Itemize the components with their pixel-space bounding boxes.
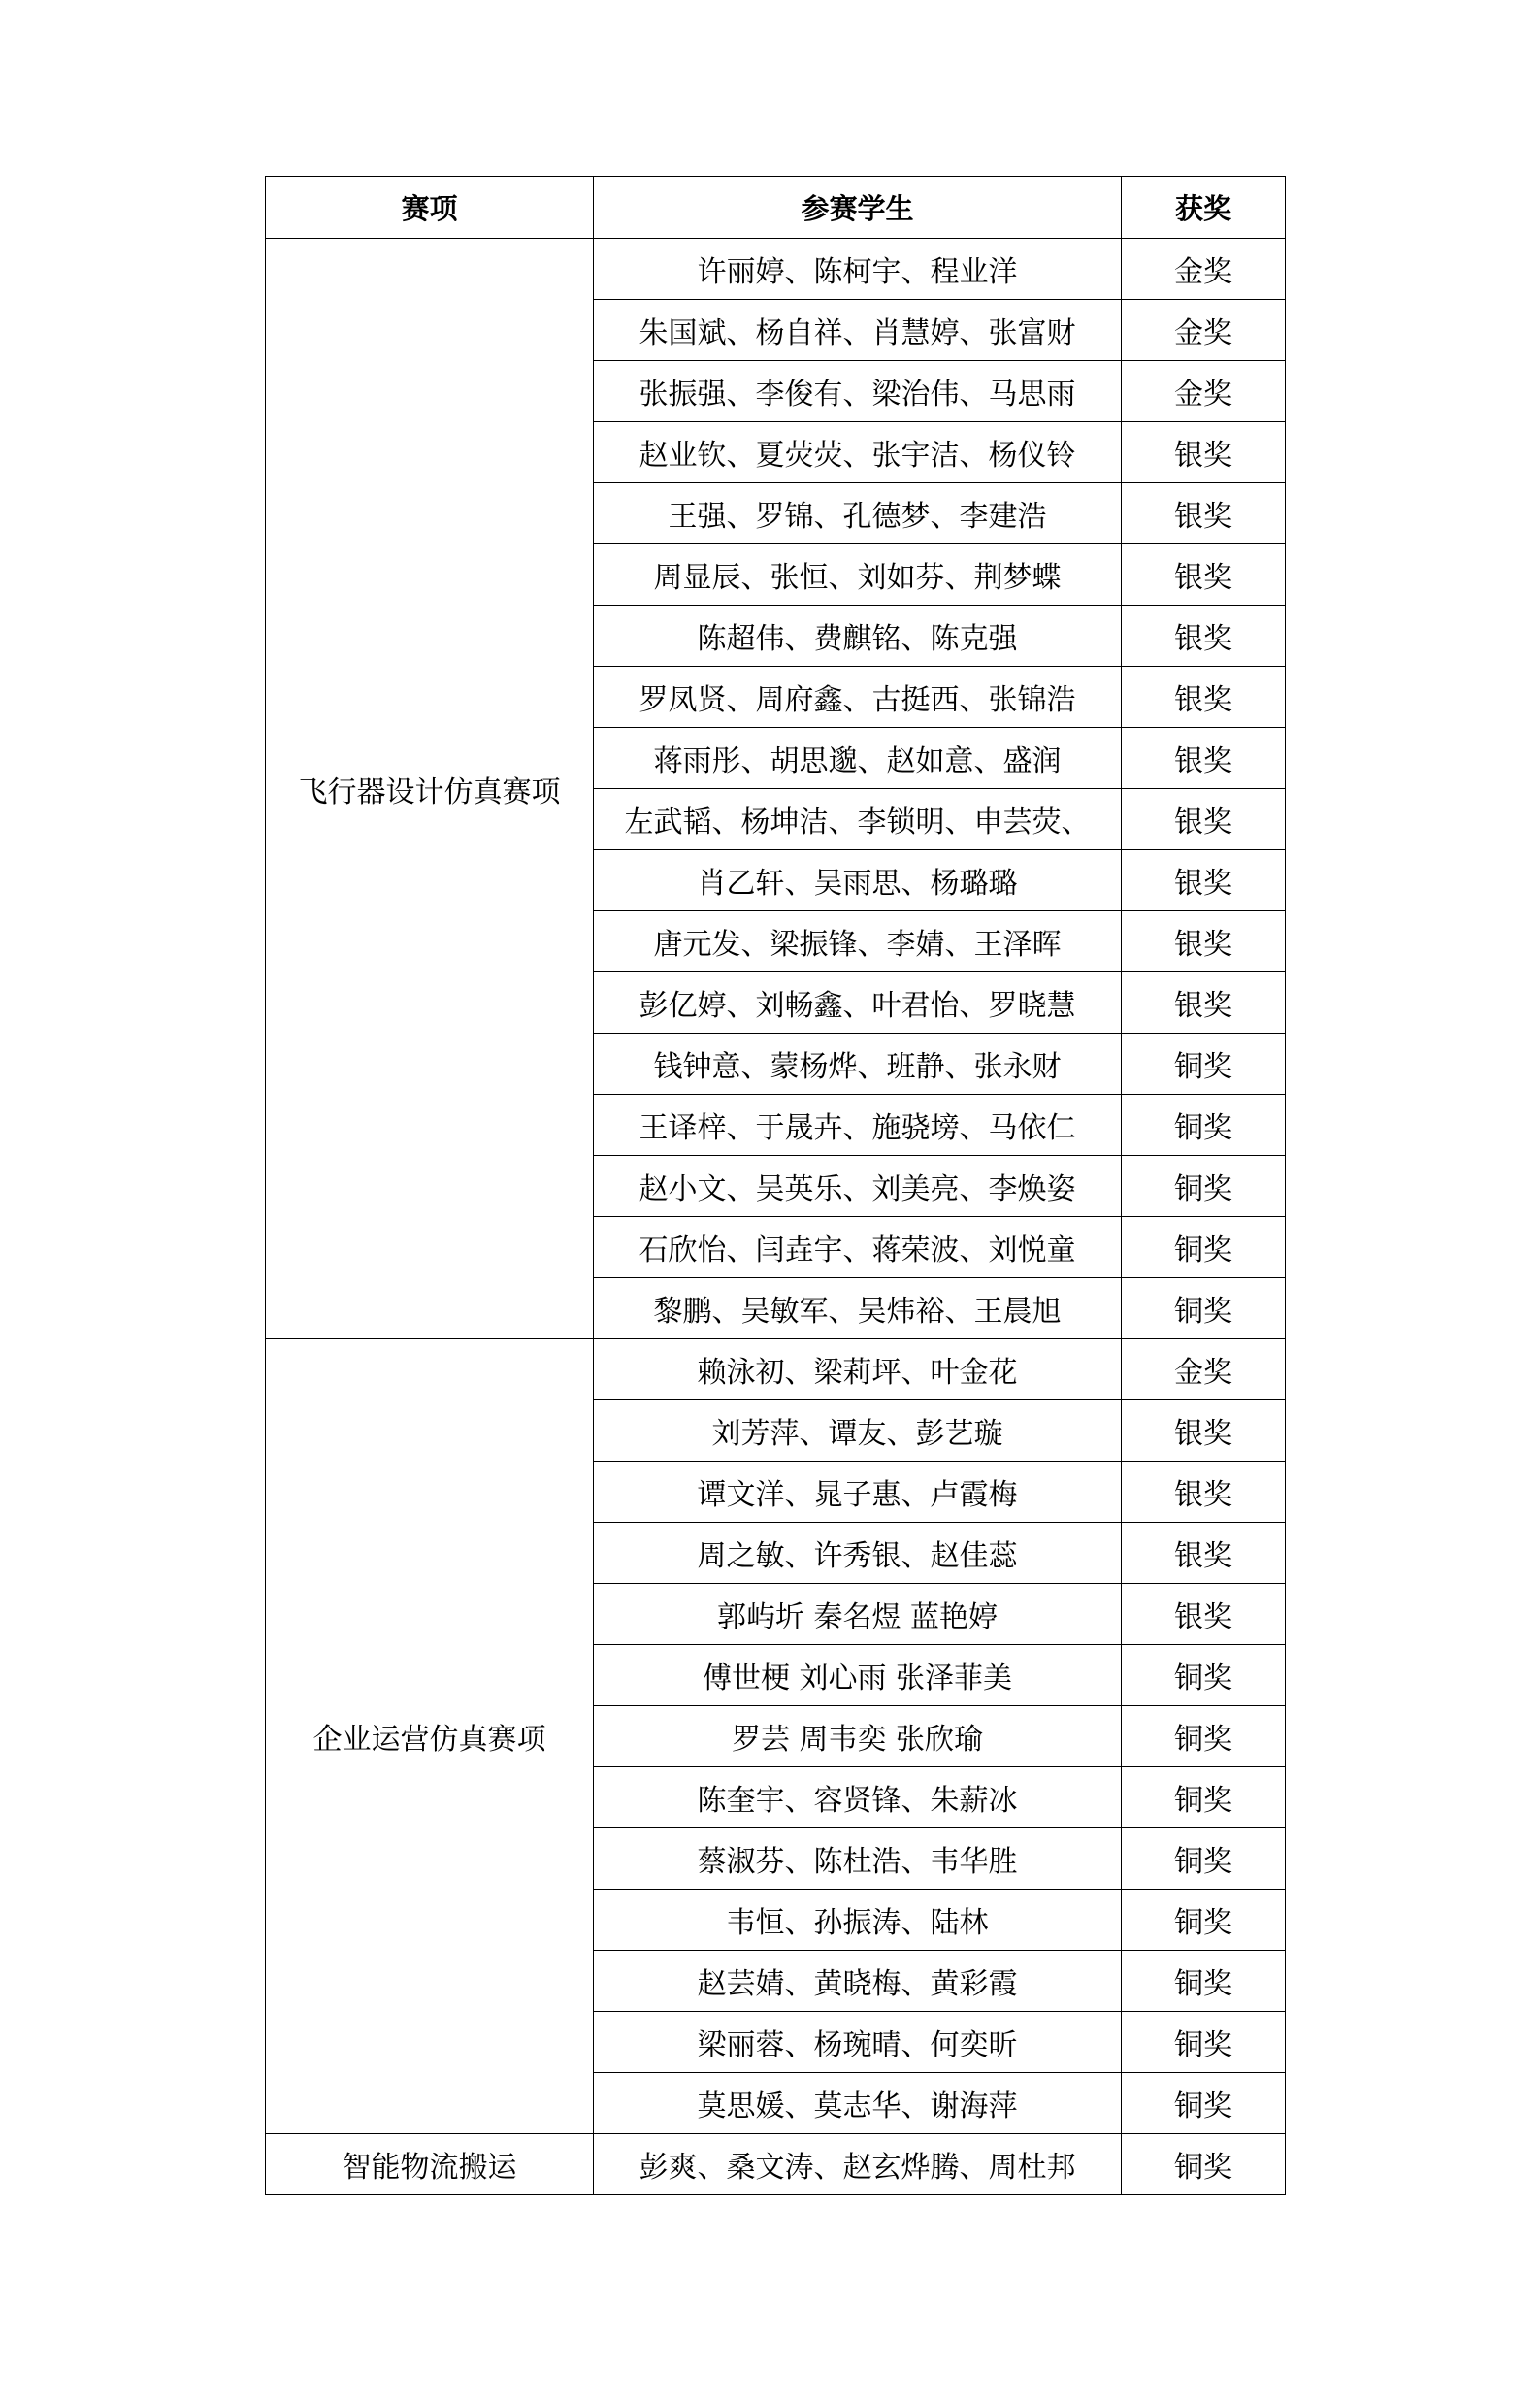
award-cell: 银奖 — [1122, 422, 1286, 483]
table-body — [266, 239, 1286, 2195]
award-cell: 银奖 — [1122, 1523, 1286, 1584]
students-cell: 朱国斌、杨自祥、肖慧婷、张富财 — [594, 300, 1122, 361]
students-cell: 罗凤贤、周府鑫、古挺西、张锦浩 — [594, 667, 1122, 728]
award-cell: 银奖 — [1122, 850, 1286, 911]
students-cell: 刘芳萍、谭友、彭艺璇 — [594, 1400, 1122, 1462]
header-award: 获奖 — [1122, 177, 1286, 239]
header-students: 参赛学生 — [594, 177, 1122, 239]
table-header — [266, 177, 1286, 239]
students-cell: 赵小文、吴英乐、刘美亮、李焕姿 — [594, 1156, 1122, 1217]
awards-table — [265, 176, 1286, 2195]
students-cell: 谭文洋、晁子惠、卢霞梅 — [594, 1462, 1122, 1523]
students-cell: 蔡淑芬、陈杜浩、韦华胜 — [594, 1828, 1122, 1890]
students-cell: 石欣怡、闫垚宇、蒋荣波、刘悦童 — [594, 1217, 1122, 1278]
award-cell: 铜奖 — [1122, 1217, 1286, 1278]
award-cell: 金奖 — [1122, 300, 1286, 361]
students-cell: 唐元发、梁振锋、李婧、王泽晖 — [594, 911, 1122, 972]
award-cell: 银奖 — [1122, 544, 1286, 606]
award-cell: 铜奖 — [1122, 2012, 1286, 2073]
award-cell: 铜奖 — [1122, 2073, 1286, 2134]
award-cell: 铜奖 — [1122, 1034, 1286, 1095]
students-cell: 赵业钦、夏荧荧、张宇洁、杨仪铃 — [594, 422, 1122, 483]
award-cell: 银奖 — [1122, 728, 1286, 789]
event-name-cell: 企业运营仿真赛项 — [266, 1339, 594, 2134]
award-cell: 铜奖 — [1122, 1278, 1286, 1339]
award-cell: 银奖 — [1122, 667, 1286, 728]
table-row — [266, 2134, 1286, 2195]
award-cell: 银奖 — [1122, 911, 1286, 972]
students-cell: 赵芸婧、黄晓梅、黄彩霞 — [594, 1951, 1122, 2012]
award-cell: 银奖 — [1122, 1584, 1286, 1645]
students-cell: 周显辰、张恒、刘如芬、荆梦蝶 — [594, 544, 1122, 606]
students-cell: 周之敏、许秀银、赵佳蕊 — [594, 1523, 1122, 1584]
students-cell: 王译梓、于晟卉、施骁塝、马依仁 — [594, 1095, 1122, 1156]
students-cell: 傅世梗 刘心雨 张泽菲美 — [594, 1645, 1122, 1706]
table-row — [266, 239, 1286, 300]
award-cell: 铜奖 — [1122, 1767, 1286, 1828]
students-cell: 梁丽蓉、杨琬晴、何奕昕 — [594, 2012, 1122, 2073]
award-cell: 金奖 — [1122, 239, 1286, 300]
award-cell: 铜奖 — [1122, 1828, 1286, 1890]
award-cell: 银奖 — [1122, 1462, 1286, 1523]
award-cell: 铜奖 — [1122, 2134, 1286, 2195]
award-cell: 金奖 — [1122, 361, 1286, 422]
students-cell: 左武韬、杨坤洁、李锁明、申芸荧、 — [594, 789, 1122, 850]
event-name-cell: 智能物流搬运 — [266, 2134, 594, 2195]
award-cell: 银奖 — [1122, 789, 1286, 850]
award-cell: 银奖 — [1122, 483, 1286, 544]
students-cell: 蒋雨彤、胡思邈、赵如意、盛润 — [594, 728, 1122, 789]
award-cell: 铜奖 — [1122, 1706, 1286, 1767]
students-cell: 肖乙轩、吴雨思、杨璐璐 — [594, 850, 1122, 911]
students-cell: 陈奎宇、容贤锋、朱薪冰 — [594, 1767, 1122, 1828]
students-cell: 钱钟意、蒙杨烨、班静、张永财 — [594, 1034, 1122, 1095]
header-row — [266, 177, 1286, 239]
header-event: 赛项 — [266, 177, 594, 239]
students-cell: 陈超伟、费麒铭、陈克强 — [594, 606, 1122, 667]
award-cell: 铜奖 — [1122, 1156, 1286, 1217]
students-cell: 许丽婷、陈柯宇、程业洋 — [594, 239, 1122, 300]
award-cell: 铜奖 — [1122, 1095, 1286, 1156]
award-cell: 银奖 — [1122, 1400, 1286, 1462]
students-cell: 罗芸 周韦奕 张欣瑜 — [594, 1706, 1122, 1767]
award-cell: 金奖 — [1122, 1339, 1286, 1400]
students-cell: 赖泳初、梁莉坪、叶金花 — [594, 1339, 1122, 1400]
event-name-cell: 飞行器设计仿真赛项 — [266, 239, 594, 1339]
students-cell: 黎鹏、吴敏军、吴炜裕、王晨旭 — [594, 1278, 1122, 1339]
award-cell: 铜奖 — [1122, 1645, 1286, 1706]
award-cell: 银奖 — [1122, 972, 1286, 1034]
table-row — [266, 1339, 1286, 1400]
students-cell: 王强、罗锦、孔德梦、李建浩 — [594, 483, 1122, 544]
award-cell: 银奖 — [1122, 606, 1286, 667]
students-cell: 韦恒、孙振涛、陆林 — [594, 1890, 1122, 1951]
students-cell: 郭屿圻 秦名煜 蓝艳婷 — [594, 1584, 1122, 1645]
award-cell: 铜奖 — [1122, 1951, 1286, 2012]
students-cell: 张振强、李俊有、梁治伟、马思雨 — [594, 361, 1122, 422]
students-cell: 彭亿婷、刘畅鑫、叶君怡、罗晓慧 — [594, 972, 1122, 1034]
award-cell: 铜奖 — [1122, 1890, 1286, 1951]
students-cell: 彭爽、桑文涛、赵玄烨腾、周杜邦 — [594, 2134, 1122, 2195]
students-cell: 莫思媛、莫志华、谢海萍 — [594, 2073, 1122, 2134]
